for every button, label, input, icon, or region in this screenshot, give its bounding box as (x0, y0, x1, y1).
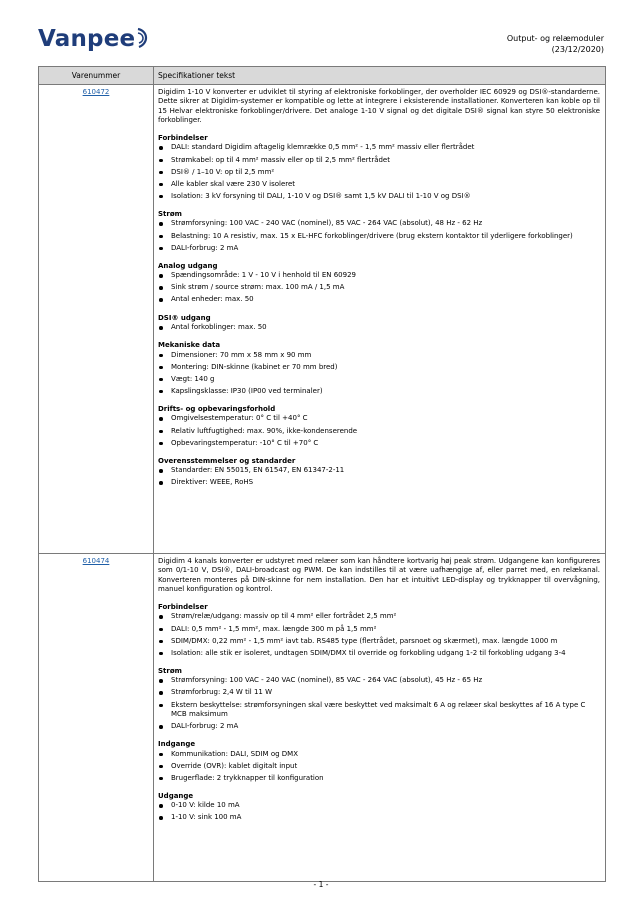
list-item: Isolation: alle stik er isoleret, undtagen SDIM/DMX til override og forkobling udgang 1-2 til forkobling udgang 3-4 (158, 649, 600, 658)
list-item: Kommunikation: DALI, SDIM og DMX (158, 750, 600, 759)
bullet-list (158, 323, 600, 332)
item-number-link[interactable]: 610474 (82, 557, 110, 565)
section-title: Indgange (158, 740, 196, 749)
list-item: Strømforbrug: 2,4 W til 11 W (158, 688, 600, 697)
column-header-item-number: Varenummer (39, 67, 154, 85)
bullet-list (158, 143, 600, 201)
list-item: Antal enheder: max. 50 (158, 295, 600, 304)
section-title: Analog udgang (158, 261, 218, 270)
bullet-list (158, 351, 600, 397)
spec-section (158, 405, 600, 448)
list-item: Relativ luftfugtighed: max. 90%, ikke-kondenserende (158, 427, 600, 436)
spec-section (158, 210, 600, 253)
product-intro: Digidim 4 kanals konverter er udstyret med relæer som kan håndtere kortvarig høj peak strøm. Udgangene kan konfigureres som 0/1-10 V, DSI®, DALI-broadcast og PWM. De kan indstilles til at være uafhængige af, eller parret med, en relækanal. Konverteren monteres på DIN-skinne for nem installation. Den har et intuitivt LED-display og trykknapper til overvågning, manuel konfiguration og kontrol. (158, 557, 600, 593)
spec-sections (158, 603, 600, 823)
bullet-list (158, 750, 600, 783)
spec-section (158, 314, 600, 333)
list-item: Strøm/relæ/udgang: massiv op til 4 mm² eller fortrådet 2,5 mm² (158, 612, 600, 621)
specification-table (38, 66, 606, 882)
spec-section (158, 792, 600, 823)
list-item: Montering: DIN-skinne (kabinet er 70 mm bred) (158, 363, 600, 372)
list-item: DALI-forbrug: 2 mA (158, 244, 600, 253)
table-row-610474 (39, 554, 606, 882)
list-item: Belastning: 10 A resistiv, max. 15 x EL-HFC forkoblinger/drivere (brug ekstern kontaktor til yderligere forkoblinger) (158, 232, 600, 241)
section-title: DSI® udgang (158, 313, 211, 322)
spec-section (158, 341, 600, 396)
section-title: Udgange (158, 792, 194, 801)
spec-section (158, 603, 600, 658)
section-title: Forbindelser (158, 134, 208, 143)
list-item: 1-10 V: sink 100 mA (158, 813, 600, 822)
list-item: Strømforsyning: 100 VAC - 240 VAC (nominel), 85 VAC - 264 VAC (absolut), 45 Hz - 65 Hz (158, 676, 600, 685)
section-title: Overensstemmelser og standarder (158, 456, 296, 465)
list-item: Sink strøm / source strøm: max. 100 mA / 1,5 mA (158, 283, 600, 292)
document-title (507, 33, 604, 55)
column-header-specifications: Specifikationer tekst (154, 67, 606, 85)
list-item: Strømforsyning: 100 VAC - 240 VAC (nominel), 85 VAC - 264 VAC (absolut), 48 Hz - 62 Hz (158, 219, 600, 228)
table-header-row (39, 67, 606, 85)
list-item: Direktiver: WEEE, RoHS (158, 478, 600, 487)
list-item: Dimensioner: 70 mm x 58 mm x 90 mm (158, 351, 600, 360)
logo-text: Vanpee (38, 26, 136, 52)
list-item: DALI: 0,5 mm² - 1,5 mm², max. længde 300 m på 1,5 mm² (158, 625, 600, 634)
spec-section (158, 740, 600, 783)
section-title: Mekaniske data (158, 341, 221, 350)
document-title-line1: Output- og relæmoduler (506, 34, 604, 43)
bullet-list (158, 466, 600, 487)
spec-section (158, 457, 600, 488)
product-intro: Digidim 1-10 V konverter er udviklet til styring af elektroniske forkoblinger, der overholder IEC 60929 og DSI®-standarderne. Dette sikrer at Digidim-systemer er kompatible og lette at integrere i eksisterende installationer. Konverteren kan koble op til 15 Helvar elektroniske forkoblinger/drivere. Det analoge 1-10 V signal og det digitale DSI® signal kan styre 50 elektroniske forkoblinger. (158, 88, 600, 124)
item-number-link[interactable]: 610472 (82, 88, 110, 96)
vanpee-logo (38, 26, 150, 52)
list-item: Alle kabler skal være 230 V isoleret (158, 180, 600, 189)
list-item: DSI® / 1–10 V: op til 2,5 mm² (158, 168, 600, 177)
section-title: Forbindelser (158, 603, 208, 612)
list-item: Override (OVR): kablet digitalt input (158, 762, 600, 771)
document-title-date: (23/12/2020) (551, 45, 604, 54)
list-item: SDIM/DMX: 0,22 mm² - 1,5 mm² iavt tab. RS485 type (flertrådet, parsnoet og skærmet), max. længde 1000 m (158, 637, 600, 646)
list-item: Strømkabel: op til 4 mm² massiv eller op til 2,5 mm² flertrådet (158, 156, 600, 165)
list-item: Spændingsområde: 1 V - 10 V i henhold til EN 60929 (158, 271, 600, 280)
bullet-list (158, 219, 600, 252)
section-title: Strøm (158, 210, 182, 219)
list-item: Opbevaringstemperatur: -10° C til +70° C (158, 439, 600, 448)
spec-section (158, 262, 600, 305)
spec-sections (158, 134, 600, 487)
bullet-list (158, 612, 600, 658)
bullet-list (158, 271, 600, 304)
list-item: DALI: standard Digidim aftagelig klemrække 0,5 mm² - 1,5 mm² massiv eller flertrådet (158, 143, 600, 152)
list-item: 0-10 V: kilde 10 mA (158, 801, 600, 810)
spec-cell (154, 85, 606, 554)
spec-section (158, 667, 600, 731)
item-number-cell (39, 85, 154, 554)
list-item: Brugerflade: 2 trykknapper til konfiguration (158, 774, 600, 783)
bullet-list (158, 801, 600, 822)
bullet-list (158, 676, 600, 731)
spec-section (158, 134, 600, 201)
bullet-list (158, 414, 600, 447)
section-title: Drifts- og opbevaringsforhold (158, 405, 276, 414)
list-item: Ekstern beskyttelse: strømforsyningen skal være beskyttet ved maksimalt 6 A og relæer skal beskyttes af 16 A type C MCB maksimum (158, 701, 600, 720)
page-number: - 1 - (313, 880, 329, 889)
table-row-610472 (39, 85, 606, 554)
list-item: Isolation: 3 kV forsyning til DALI, 1-10 V og DSI® samt 1,5 kV DALI til 1-10 V og DSI® (158, 192, 600, 201)
spec-cell (154, 554, 606, 882)
list-item: Antal forkoblinger: max. 50 (158, 323, 600, 332)
list-item: DALI-forbrug: 2 mA (158, 722, 600, 731)
list-item: Standarder: EN 55015, EN 61547, EN 61347-2-11 (158, 466, 600, 475)
list-item: Vægt: 140 g (158, 375, 600, 384)
list-item: Kapslingsklasse: IP30 (IP00 ved terminaler) (158, 387, 600, 396)
logo-swoosh-icon (136, 27, 150, 49)
section-title: Strøm (158, 667, 182, 676)
item-number-cell (39, 554, 154, 882)
list-item: Omgivelsestemperatur: 0° C til +40° C (158, 414, 600, 423)
page-header (0, 0, 642, 62)
